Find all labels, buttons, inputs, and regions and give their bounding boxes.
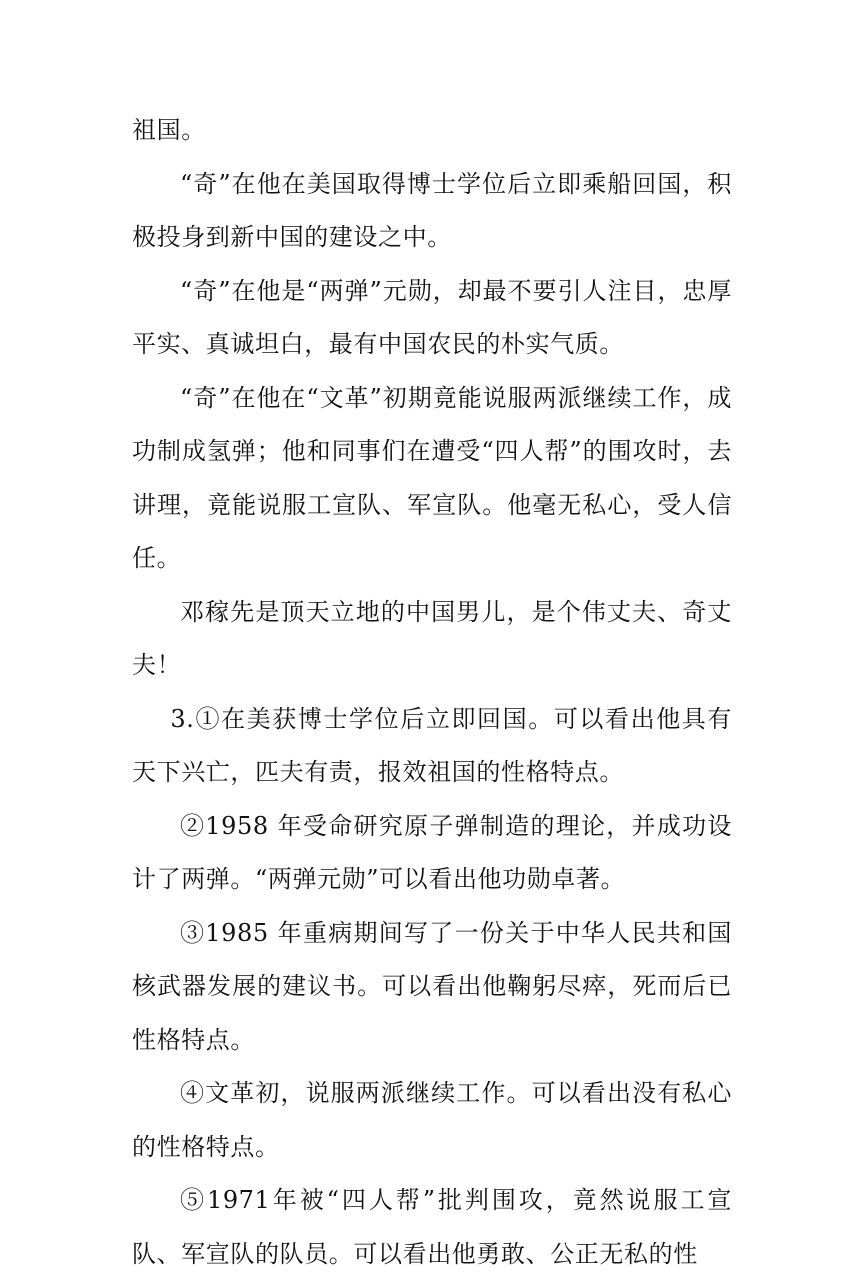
paragraph-qi-return: “奇”在他在美国取得博士学位后立即乘船回国，积极投身到新中国的建设之中。	[132, 169, 732, 251]
answer-item-1: 3.①在美获博士学位后立即回国。可以看出他具有天下兴亡，匹夫有责，报效祖国的性格特点。	[132, 704, 732, 786]
answer-item-4: ④文革初，说服两派继续工作。可以看出没有私心的性格特点。	[132, 1079, 732, 1161]
paragraph-conclusion: 邓稼先是顶天立地的中国男儿，是个伟丈夫、奇丈夫！	[132, 597, 732, 679]
answer-item-3: ③1985 年重病期间写了一份关于中华人民共和国核武器发展的建议书。可以看出他鞠躬尽瘁，死而后已性格特点。	[132, 918, 732, 1054]
document-body	[132, 104, 732, 1281]
paragraph-continuation: 祖国。	[132, 116, 206, 144]
paragraph-qi-cultural-revolution: “奇”在他在“文革”初期竟能说服两派继续工作，成功制成氢弹；他和同事们在遭受“四人帮”的围攻时，去讲理，竟能说服工宣队、军宣队。他毫无私心，受人信任。	[132, 383, 732, 572]
answer-item-5: ⑤1971年被“四人帮”批判围攻，竟然说服工宣队、军宣队的队员。可以看出他勇敢、公正无私的性	[132, 1186, 732, 1268]
paragraph-qi-hero: “奇”在他是“两弹”元勋，却最不要引人注目，忠厚平实、真诚坦白，最有中国农民的朴实气质。	[132, 276, 732, 358]
answer-item-2: ②1958 年受命研究原子弹制造的理论，并成功设计了两弹。“两弹元勋”可以看出他功勋卓著。	[132, 811, 732, 893]
